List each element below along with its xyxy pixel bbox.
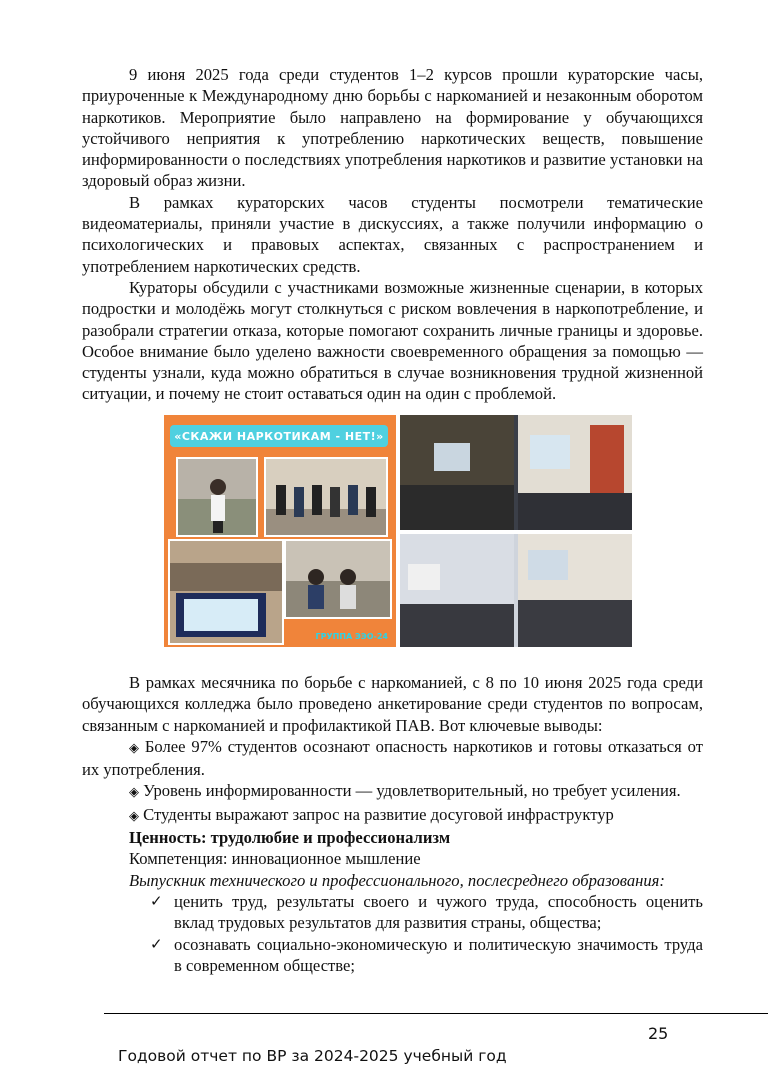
paragraph: В рамках кураторских часов студенты посмотрели тематические видеоматериалы, приняли участие в дискуссиях, а также получили информацию о психологических и правовых аспектах, связанных с распространением и употреблением наркотических средств. xyxy=(82,192,703,276)
bullet-item: ◈ Студенты выражают запрос на развитие досуговой инфраструктур xyxy=(129,804,614,824)
footer-divider xyxy=(104,1013,768,1014)
page-number: 25 xyxy=(648,1024,669,1043)
footer-title: Годовой отчет по ВР за 2024-2025 учебный год xyxy=(118,1047,507,1065)
survey-intro: В рамках месячника по борьбе с наркоманией, с 8 по 10 июня 2025 года среди обучающихся колледжа было проведено анкетирование среди студентов по вопросам, связанным с наркоманией и профилактикой ПАВ. Вот ключевые выводы: xyxy=(82,673,703,735)
bullet-item: ◈ Более 97% студентов осознают опасность наркотиков и готовы отказаться от их употребления. xyxy=(82,736,703,780)
diamond-bullet-icon: ◈ xyxy=(129,740,139,756)
lecture-hall-photos xyxy=(400,415,632,530)
survey-text xyxy=(82,672,703,976)
collage-banner: «СКАЖИ НАРКОТИКАМ - НЕТ!» xyxy=(170,425,388,447)
checklist xyxy=(82,891,703,976)
orange-collage-panel xyxy=(164,415,396,647)
lecture-hall-photo-icon xyxy=(400,415,632,530)
diamond-bullet-icon: ◈ xyxy=(129,785,139,801)
check-mark-icon: ✓ xyxy=(150,934,163,953)
classroom-screen-photo-icon xyxy=(170,541,282,643)
collage-caption: ГРУППА ЭЭО-24 xyxy=(315,632,388,641)
student-photo-icon xyxy=(178,459,256,535)
auditorium-photos xyxy=(400,534,632,647)
check-mark-icon: ✓ xyxy=(150,891,163,910)
auditorium-photo-icon xyxy=(400,534,632,647)
graduate-line: Выпускник технического и профессионального, послесреднего образования: xyxy=(129,870,665,890)
intro-text xyxy=(82,64,703,405)
students-photo-icon xyxy=(286,541,390,617)
diamond-bullet-icon: ◈ xyxy=(129,808,139,824)
value-title: Ценность: трудолюбие и профессионализм xyxy=(129,828,451,848)
paragraph: 9 июня 2025 года среди студентов 1–2 курсов прошли кураторские часы, приуроченные к Международному дню борьбы с наркоманией и незаконным оборотом наркотиков. Мероприятие было направлено на формирование у обучающихся устойчивого неприятия к употреблению наркотических веществ, повышение информированности о последствиях употребления наркотиков и развитие установки на здоровый образ жизни. xyxy=(82,65,703,191)
paragraph: Кураторы обсудили с участниками возможные жизненные сценарии, в которых подростки и молодёжь могут столкнуться с риском вовлечения в наркопотребление, и разобрали стратегии отказа, которые помогают сохранить личные границы и здоровье. Особое внимание было уделено важности своевременного обращения за помощью — студенты узнали, куда можно обратиться в случае возникновения трудной жизненной ситуации, и почему не стоит оставаться один на один с проблемой. xyxy=(82,277,703,404)
photo xyxy=(264,457,388,537)
photo xyxy=(284,539,392,619)
photo xyxy=(168,539,284,645)
checklist-item: ✓ ценить труд, результаты своего и чужого труда, способность оценить вклад трудовых результатов для развития страны, общества; xyxy=(150,891,703,933)
competence-line: Компетенция: инновационное мышление xyxy=(129,849,421,869)
photo xyxy=(176,457,258,537)
bullet-item: ◈ Уровень информированности — удовлетворительный, но требует усиления. xyxy=(129,781,681,801)
photo-collage xyxy=(164,415,632,647)
classroom-photo-icon xyxy=(266,459,386,535)
checklist-item: ✓ осознавать социально-экономическую и политическую значимость труда в современном обществе; xyxy=(150,934,703,975)
